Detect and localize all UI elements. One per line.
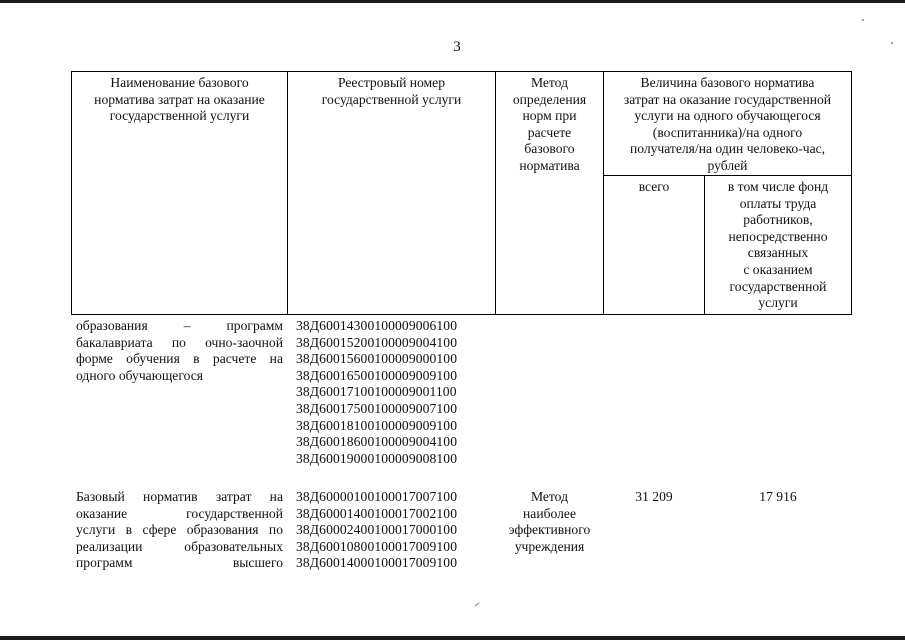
scan-top-edge xyxy=(0,0,905,3)
page-number: 3 xyxy=(453,39,461,55)
table-left-border xyxy=(71,71,72,315)
scan-speck xyxy=(891,42,893,44)
registry-number: 38Д60017100100009001100 xyxy=(296,384,457,400)
registry-number: 38Д60000100100017007100 xyxy=(296,489,458,504)
header-payroll: в том числе фонд оплаты труда работников, непосредственно связанных с оказанием государственной услуги xyxy=(727,179,829,311)
table-right-border xyxy=(851,71,852,315)
table-top-border xyxy=(71,71,852,72)
row-1-registry-numbers xyxy=(296,318,457,467)
registry-number: 38Д60014000100017009100 xyxy=(296,555,458,571)
row-2-total: 31 209 xyxy=(635,489,673,504)
registry-number: 38Д60018100100009009100 xyxy=(296,417,458,433)
registry-number: 38Д60014300100009006100 xyxy=(296,318,458,333)
registry-number: 38Д60002400100017000100 xyxy=(296,522,458,538)
registry-number: 38Д60015200100009004100 xyxy=(296,334,458,350)
row-2-registry-numbers xyxy=(296,489,457,572)
registry-number: 38Д60017500100009007100 xyxy=(296,400,458,416)
scan-bottom-edge xyxy=(0,636,905,640)
scan-speck xyxy=(474,602,479,606)
name-line: одного обучающегося xyxy=(76,367,204,383)
row-2-service-name xyxy=(76,489,283,572)
row-1-service-name xyxy=(76,318,283,384)
header-service-name: Наименование базового норматива затрат на оказание государственной услуги xyxy=(94,75,265,124)
header-standard-value: Величина базового норматива затрат на оказание государственной услуги на одного обучающегося (воспитанника)/на одного получателя/на один человеко-час, рублей xyxy=(623,75,832,173)
row-2-payroll: 17 916 xyxy=(759,489,797,504)
header-registry-number: Реестровый номер государственной услуги xyxy=(321,75,462,107)
subheader-divider xyxy=(603,175,852,176)
header-method: Метод определения норм при расчете базового норматива xyxy=(512,75,587,173)
name-line: программ высшего xyxy=(76,555,283,571)
registry-number: 38Д60001400100017002100 xyxy=(296,505,458,521)
name-line: Базовый норматив затрат на xyxy=(76,489,283,504)
header-bottom-border xyxy=(71,314,852,315)
name-line: бакалавриата по очно-заочной xyxy=(76,334,283,350)
registry-number: 38Д60015600100009000100 xyxy=(296,351,458,367)
header-total: всего xyxy=(638,179,670,194)
registry-number: 38Д60010800100017009100 xyxy=(296,538,458,554)
name-line: реализации образовательных xyxy=(76,538,283,554)
col-divider-4 xyxy=(704,175,705,315)
col-divider-1 xyxy=(287,71,288,315)
scan-speck xyxy=(862,19,864,21)
name-line: услуги в сфере образования по xyxy=(76,522,283,538)
registry-number: 38Д60019000100009008100 xyxy=(296,450,458,466)
name-line: оказание государственной xyxy=(76,505,283,521)
name-line: форме обучения в расчете на xyxy=(76,351,283,367)
col-divider-3 xyxy=(603,71,604,315)
col-divider-2 xyxy=(495,71,496,315)
row-2-method: Метод наиболее эффективного учреждения xyxy=(508,489,591,554)
registry-number: 38Д60016500100009009100 xyxy=(296,367,458,383)
name-line: образования – программ xyxy=(76,318,283,333)
registry-number: 38Д60018600100009004100 xyxy=(296,434,458,450)
